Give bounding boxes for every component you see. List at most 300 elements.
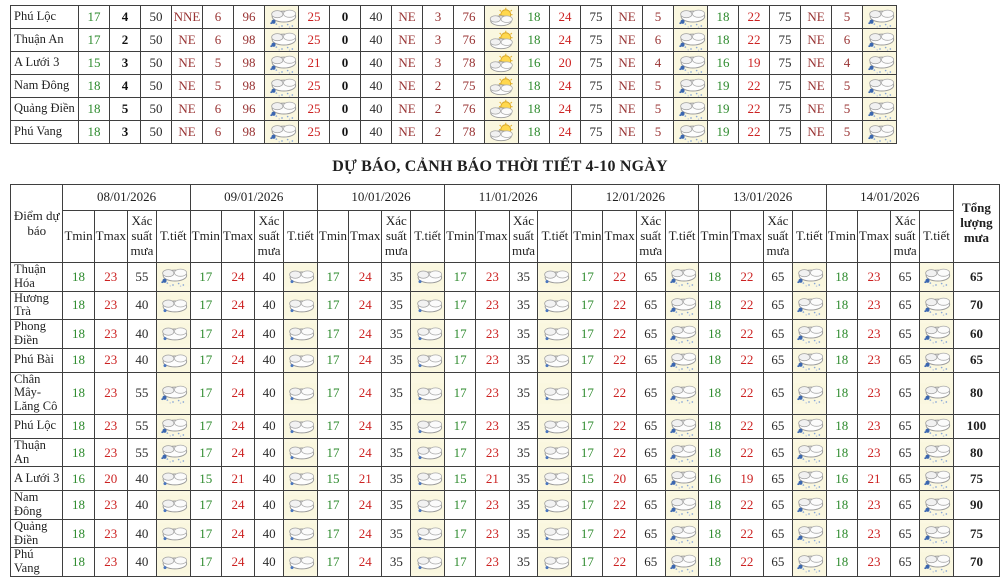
cloudy-icon: [411, 438, 445, 467]
value-cell: 96: [234, 98, 265, 121]
value-cell: 5: [110, 98, 141, 121]
rain-probability-cell: 35: [382, 348, 411, 372]
tmin-header: Tmin: [63, 211, 94, 263]
location-cell: Chân Mây-Lăng Cô: [11, 372, 63, 414]
rain-probability-cell: 65: [891, 320, 920, 349]
value-cell: NE: [172, 52, 203, 75]
rain-probability-cell: 35: [509, 372, 538, 414]
tmax-cell: 24: [349, 291, 382, 320]
tmax-cell: 23: [476, 414, 509, 438]
tmax-cell: 24: [349, 372, 382, 414]
rain-probability-cell: 65: [763, 372, 792, 414]
total-rain-cell: 100: [953, 414, 999, 438]
value-cell: 78: [454, 52, 485, 75]
value-cell: 20: [550, 52, 581, 75]
rain-probability-cell: 65: [763, 291, 792, 320]
rain-probability-cell: 65: [763, 467, 792, 491]
tmax-cell: 24: [349, 438, 382, 467]
tmax-cell: 22: [603, 348, 636, 372]
tmin-cell: 18: [63, 372, 94, 414]
rain-probability-cell: 65: [763, 438, 792, 467]
tmax-cell: 23: [857, 291, 890, 320]
value-cell: NE: [392, 6, 423, 29]
rain-probability-cell: 35: [509, 263, 538, 292]
value-cell: NE: [172, 29, 203, 52]
rain-probability-cell: 35: [509, 291, 538, 320]
tmax-cell: 23: [94, 348, 127, 372]
cloudy-icon: [284, 291, 318, 320]
rain-probability-cell: 40: [255, 548, 284, 577]
rain-icon: [792, 263, 826, 292]
rain-icon: [265, 6, 299, 29]
value-cell: 22: [739, 75, 770, 98]
value-cell: 96: [234, 6, 265, 29]
rain-probability-cell: 35: [509, 438, 538, 467]
value-cell: 24: [550, 75, 581, 98]
tmax-cell: 21: [857, 467, 890, 491]
rain-probability-cell: 40: [255, 467, 284, 491]
tmax-cell: 23: [476, 320, 509, 349]
value-cell: 18: [708, 29, 739, 52]
rain-icon: [920, 467, 954, 491]
rain-probability-cell: 35: [509, 414, 538, 438]
forecast-table-section: [10, 184, 1000, 577]
cloudy-icon: [538, 491, 572, 520]
value-cell: 0: [330, 29, 361, 52]
rain-probability-cell: 65: [636, 438, 665, 467]
rain-probability-cell: 65: [891, 548, 920, 577]
weather-header: T.tiết: [665, 211, 699, 263]
tmin-cell: 18: [63, 491, 94, 520]
value-cell: 50: [141, 52, 172, 75]
table-row: [11, 291, 1000, 320]
cloudy-icon: [538, 467, 572, 491]
tmax-cell: 23: [476, 372, 509, 414]
tmin-cell: 17: [445, 491, 476, 520]
date-header: 09/01/2026: [190, 185, 317, 211]
table-row: [11, 121, 897, 144]
value-cell: 2: [423, 75, 454, 98]
cloudy-icon: [284, 372, 318, 414]
tmin-cell: 18: [699, 491, 730, 520]
tmin-cell: 17: [572, 491, 603, 520]
value-cell: 18: [519, 75, 550, 98]
tmax-cell: 22: [603, 491, 636, 520]
date-header: 13/01/2026: [699, 185, 826, 211]
value-cell: 98: [234, 52, 265, 75]
rain-probability-cell: 65: [891, 414, 920, 438]
tmin-cell: 17: [317, 438, 348, 467]
date-header: 10/01/2026: [317, 185, 444, 211]
value-cell: 40: [361, 52, 392, 75]
value-cell: 5: [832, 98, 863, 121]
table-row: [11, 52, 897, 75]
rain-probability-cell: 35: [382, 320, 411, 349]
value-cell: NE: [801, 98, 832, 121]
value-cell: 2: [110, 29, 141, 52]
tmax-header: Tmax: [349, 211, 382, 263]
value-cell: NE: [801, 6, 832, 29]
tmin-cell: 18: [63, 348, 94, 372]
rain-probability-cell: 65: [891, 438, 920, 467]
tmax-cell: 24: [221, 348, 254, 372]
tmin-cell: 18: [699, 372, 730, 414]
cloudy-icon: [411, 348, 445, 372]
tmin-cell: 18: [63, 291, 94, 320]
tmax-cell: 22: [603, 548, 636, 577]
value-cell: 0: [330, 52, 361, 75]
rain-icon: [792, 519, 826, 548]
rain-probability-cell: 65: [636, 414, 665, 438]
value-cell: 18: [519, 6, 550, 29]
tmax-cell: 23: [94, 491, 127, 520]
tmax-cell: 23: [94, 263, 127, 292]
rain-icon: [674, 6, 708, 29]
tmax-cell: 23: [476, 263, 509, 292]
cloudy-icon: [156, 519, 190, 548]
tmin-cell: 18: [699, 320, 730, 349]
rain-icon: [156, 372, 190, 414]
value-cell: 5: [643, 121, 674, 144]
rain-icon: [920, 438, 954, 467]
table-row: [11, 414, 1000, 438]
rain-icon: [792, 291, 826, 320]
table-row: [11, 320, 1000, 349]
tmax-header: Tmax: [94, 211, 127, 263]
rain-probability-cell: 55: [127, 263, 156, 292]
cloudy-icon: [411, 548, 445, 577]
tmin-cell: 18: [826, 263, 857, 292]
value-cell: 25: [299, 98, 330, 121]
value-cell: 15: [79, 52, 110, 75]
value-cell: 22: [739, 98, 770, 121]
value-cell: 4: [110, 75, 141, 98]
value-cell: 25: [299, 29, 330, 52]
location-cell: Thuận Hóa: [11, 263, 63, 292]
location-cell: Phong Điền: [11, 320, 63, 349]
tmin-cell: 18: [699, 263, 730, 292]
tmin-cell: 17: [190, 519, 221, 548]
rain-probability-cell: 40: [255, 348, 284, 372]
tmax-cell: 22: [730, 519, 763, 548]
tmax-cell: 22: [730, 348, 763, 372]
tmin-cell: 17: [190, 320, 221, 349]
tmax-header: Tmax: [476, 211, 509, 263]
value-cell: NE: [392, 29, 423, 52]
location-cell: Thuận An: [11, 438, 63, 467]
location-cell: Nam Đông: [11, 491, 63, 520]
value-cell: 75: [581, 29, 612, 52]
rain-probability-cell: 40: [127, 320, 156, 349]
rain-probability-cell: 65: [763, 414, 792, 438]
tmax-cell: 24: [349, 519, 382, 548]
value-cell: NE: [172, 121, 203, 144]
rain-probability-cell: 35: [382, 548, 411, 577]
value-cell: 75: [770, 75, 801, 98]
value-cell: 0: [330, 6, 361, 29]
tmax-cell: 24: [221, 320, 254, 349]
rain-probability-cell: 35: [382, 414, 411, 438]
table-row: [11, 348, 1000, 372]
value-cell: 4: [643, 52, 674, 75]
rain-icon: [665, 414, 699, 438]
tmax-cell: 22: [603, 320, 636, 349]
tmin-cell: 16: [826, 467, 857, 491]
rain-probability-cell: 40: [255, 263, 284, 292]
rain-probability-header: Xác suất mưa: [763, 211, 792, 263]
rain-probability-header: Xác suất mưa: [636, 211, 665, 263]
table-row: [11, 29, 897, 52]
cloudy-icon: [411, 491, 445, 520]
rain-icon: [665, 519, 699, 548]
tmin-cell: 18: [826, 414, 857, 438]
tmin-cell: 18: [63, 548, 94, 577]
tmin-cell: 17: [445, 291, 476, 320]
tmin-cell: 17: [317, 519, 348, 548]
rain-probability-cell: 65: [891, 372, 920, 414]
total-rain-cell: 90: [953, 491, 999, 520]
value-cell: 5: [832, 6, 863, 29]
rain-icon: [674, 121, 708, 144]
table-row: [11, 438, 1000, 467]
value-cell: 5: [643, 6, 674, 29]
tmax-cell: 24: [349, 491, 382, 520]
corner-header: Điểm dự báo: [11, 185, 63, 263]
tmin-header: Tmin: [572, 211, 603, 263]
value-cell: 3: [423, 6, 454, 29]
tmin-cell: 17: [445, 438, 476, 467]
tmax-cell: 24: [221, 263, 254, 292]
tmax-cell: 24: [221, 291, 254, 320]
rain-probability-cell: 40: [255, 491, 284, 520]
tmax-cell: 23: [857, 348, 890, 372]
value-cell: 75: [770, 29, 801, 52]
rain-probability-cell: 65: [636, 263, 665, 292]
rain-icon: [792, 491, 826, 520]
cloudy-icon: [156, 467, 190, 491]
rain-icon: [792, 320, 826, 349]
value-cell: 75: [770, 52, 801, 75]
partly-sunny-icon: [485, 29, 519, 52]
rain-probability-cell: 40: [255, 438, 284, 467]
page-title: DỰ BÁO, CẢNH BÁO THỜI TIẾT 4-10 NGÀY: [332, 158, 668, 175]
value-cell: NE: [392, 121, 423, 144]
cloudy-icon: [411, 372, 445, 414]
cloudy-icon: [156, 348, 190, 372]
rain-probability-cell: 65: [763, 348, 792, 372]
rain-icon: [863, 29, 897, 52]
rain-probability-cell: 40: [127, 291, 156, 320]
tmin-cell: 17: [317, 548, 348, 577]
tmin-cell: 17: [317, 291, 348, 320]
tmin-cell: 17: [572, 348, 603, 372]
tmax-cell: 24: [221, 519, 254, 548]
tmin-cell: 18: [63, 414, 94, 438]
value-cell: 18: [519, 121, 550, 144]
value-cell: 75: [581, 121, 612, 144]
tmax-cell: 23: [94, 291, 127, 320]
tmin-header: Tmin: [317, 211, 348, 263]
rain-icon: [792, 414, 826, 438]
value-cell: 50: [141, 6, 172, 29]
cloudy-icon: [284, 519, 318, 548]
rain-probability-cell: 35: [382, 291, 411, 320]
cloudy-icon: [411, 519, 445, 548]
location-cell: Phú Bài: [11, 348, 63, 372]
tmin-cell: 15: [317, 467, 348, 491]
rain-icon: [920, 320, 954, 349]
tmax-cell: 22: [730, 263, 763, 292]
table-row: [11, 467, 1000, 491]
rain-probability-cell: 40: [255, 372, 284, 414]
location-cell: Phú Vang: [11, 121, 79, 144]
value-cell: 75: [581, 6, 612, 29]
rain-icon: [920, 372, 954, 414]
value-cell: 50: [141, 29, 172, 52]
tmax-cell: 23: [857, 372, 890, 414]
value-cell: 5: [203, 75, 234, 98]
weather-header: T.tiết: [284, 211, 318, 263]
tmin-cell: 15: [190, 467, 221, 491]
rain-probability-cell: 65: [763, 491, 792, 520]
cloudy-icon: [284, 414, 318, 438]
tmin-cell: 18: [699, 291, 730, 320]
partly-sunny-icon: [485, 98, 519, 121]
rain-icon: [792, 438, 826, 467]
rain-probability-cell: 65: [636, 548, 665, 577]
value-cell: 98: [234, 29, 265, 52]
rain-probability-cell: 65: [636, 491, 665, 520]
table-row: [11, 519, 1000, 548]
rain-icon: [665, 320, 699, 349]
tmax-cell: 23: [94, 320, 127, 349]
value-cell: 40: [361, 6, 392, 29]
value-cell: 98: [234, 75, 265, 98]
value-cell: 22: [739, 121, 770, 144]
value-cell: 24: [550, 121, 581, 144]
value-cell: 5: [832, 121, 863, 144]
cloudy-icon: [538, 414, 572, 438]
rain-probability-cell: 35: [382, 491, 411, 520]
rain-probability-header: Xác suất mưa: [891, 211, 920, 263]
cloudy-icon: [284, 491, 318, 520]
value-cell: NE: [172, 98, 203, 121]
table-row: [11, 6, 897, 29]
value-cell: 22: [739, 29, 770, 52]
tmin-cell: 17: [190, 263, 221, 292]
rain-probability-cell: 35: [509, 467, 538, 491]
tmax-cell: 22: [730, 372, 763, 414]
rain-icon: [156, 263, 190, 292]
tmin-cell: 17: [445, 320, 476, 349]
rain-probability-cell: 65: [763, 263, 792, 292]
tmin-cell: 17: [445, 519, 476, 548]
tmax-cell: 23: [857, 491, 890, 520]
rain-probability-cell: 35: [382, 519, 411, 548]
value-cell: NE: [801, 52, 832, 75]
rain-icon: [665, 348, 699, 372]
location-cell: Phú Vang: [11, 548, 63, 577]
location-cell: Nam Đông: [11, 75, 79, 98]
table-row: [11, 548, 1000, 577]
cloudy-icon: [538, 548, 572, 577]
rain-probability-cell: 40: [255, 320, 284, 349]
rain-icon: [863, 75, 897, 98]
rain-icon: [156, 438, 190, 467]
value-cell: 24: [550, 98, 581, 121]
rain-icon: [792, 348, 826, 372]
total-rain-cell: 60: [953, 320, 999, 349]
value-cell: 18: [79, 75, 110, 98]
value-cell: 50: [141, 121, 172, 144]
rain-icon: [920, 348, 954, 372]
value-cell: 40: [361, 29, 392, 52]
rain-probability-cell: 40: [127, 519, 156, 548]
total-rain-cell: 75: [953, 519, 999, 548]
tmin-header: Tmin: [699, 211, 730, 263]
value-cell: 75: [581, 75, 612, 98]
value-cell: 50: [141, 75, 172, 98]
value-cell: 25: [299, 121, 330, 144]
tmax-cell: 24: [221, 438, 254, 467]
tmax-cell: 23: [476, 348, 509, 372]
tmax-cell: 23: [857, 438, 890, 467]
partly-sunny-icon: [485, 75, 519, 98]
value-cell: 6: [832, 29, 863, 52]
date-header: 08/01/2026: [63, 185, 190, 211]
tmax-cell: 23: [94, 548, 127, 577]
rain-probability-cell: 65: [636, 467, 665, 491]
value-cell: 24: [550, 29, 581, 52]
tmax-cell: 22: [730, 438, 763, 467]
rain-probability-cell: 35: [509, 491, 538, 520]
cloudy-icon: [538, 263, 572, 292]
value-cell: 4: [110, 6, 141, 29]
tmin-cell: 17: [445, 414, 476, 438]
tmin-cell: 17: [572, 263, 603, 292]
tmax-cell: 24: [221, 372, 254, 414]
value-cell: 19: [708, 98, 739, 121]
rain-probability-cell: 40: [127, 467, 156, 491]
table-row: [11, 75, 897, 98]
tmax-cell: 24: [349, 320, 382, 349]
rain-probability-cell: 40: [127, 491, 156, 520]
tmax-cell: 22: [603, 414, 636, 438]
tmax-cell: 23: [857, 263, 890, 292]
rain-icon: [265, 29, 299, 52]
value-cell: NE: [801, 29, 832, 52]
cloudy-icon: [538, 372, 572, 414]
tmin-cell: 16: [699, 467, 730, 491]
value-cell: 18: [519, 98, 550, 121]
tmin-cell: 18: [699, 348, 730, 372]
value-cell: 75: [581, 52, 612, 75]
tmin-cell: 17: [190, 348, 221, 372]
value-cell: 19: [739, 52, 770, 75]
tmax-cell: 23: [476, 491, 509, 520]
tmax-cell: 24: [221, 491, 254, 520]
cloudy-icon: [411, 414, 445, 438]
cloudy-icon: [284, 348, 318, 372]
date-header: 12/01/2026: [572, 185, 699, 211]
value-cell: 22: [739, 6, 770, 29]
tmax-header: Tmax: [857, 211, 890, 263]
table-row: [11, 98, 897, 121]
forecast-4-10-day-table: [10, 184, 1000, 577]
location-cell: Phú Lộc: [11, 414, 63, 438]
tmax-cell: 22: [603, 291, 636, 320]
rain-probability-cell: 35: [509, 519, 538, 548]
